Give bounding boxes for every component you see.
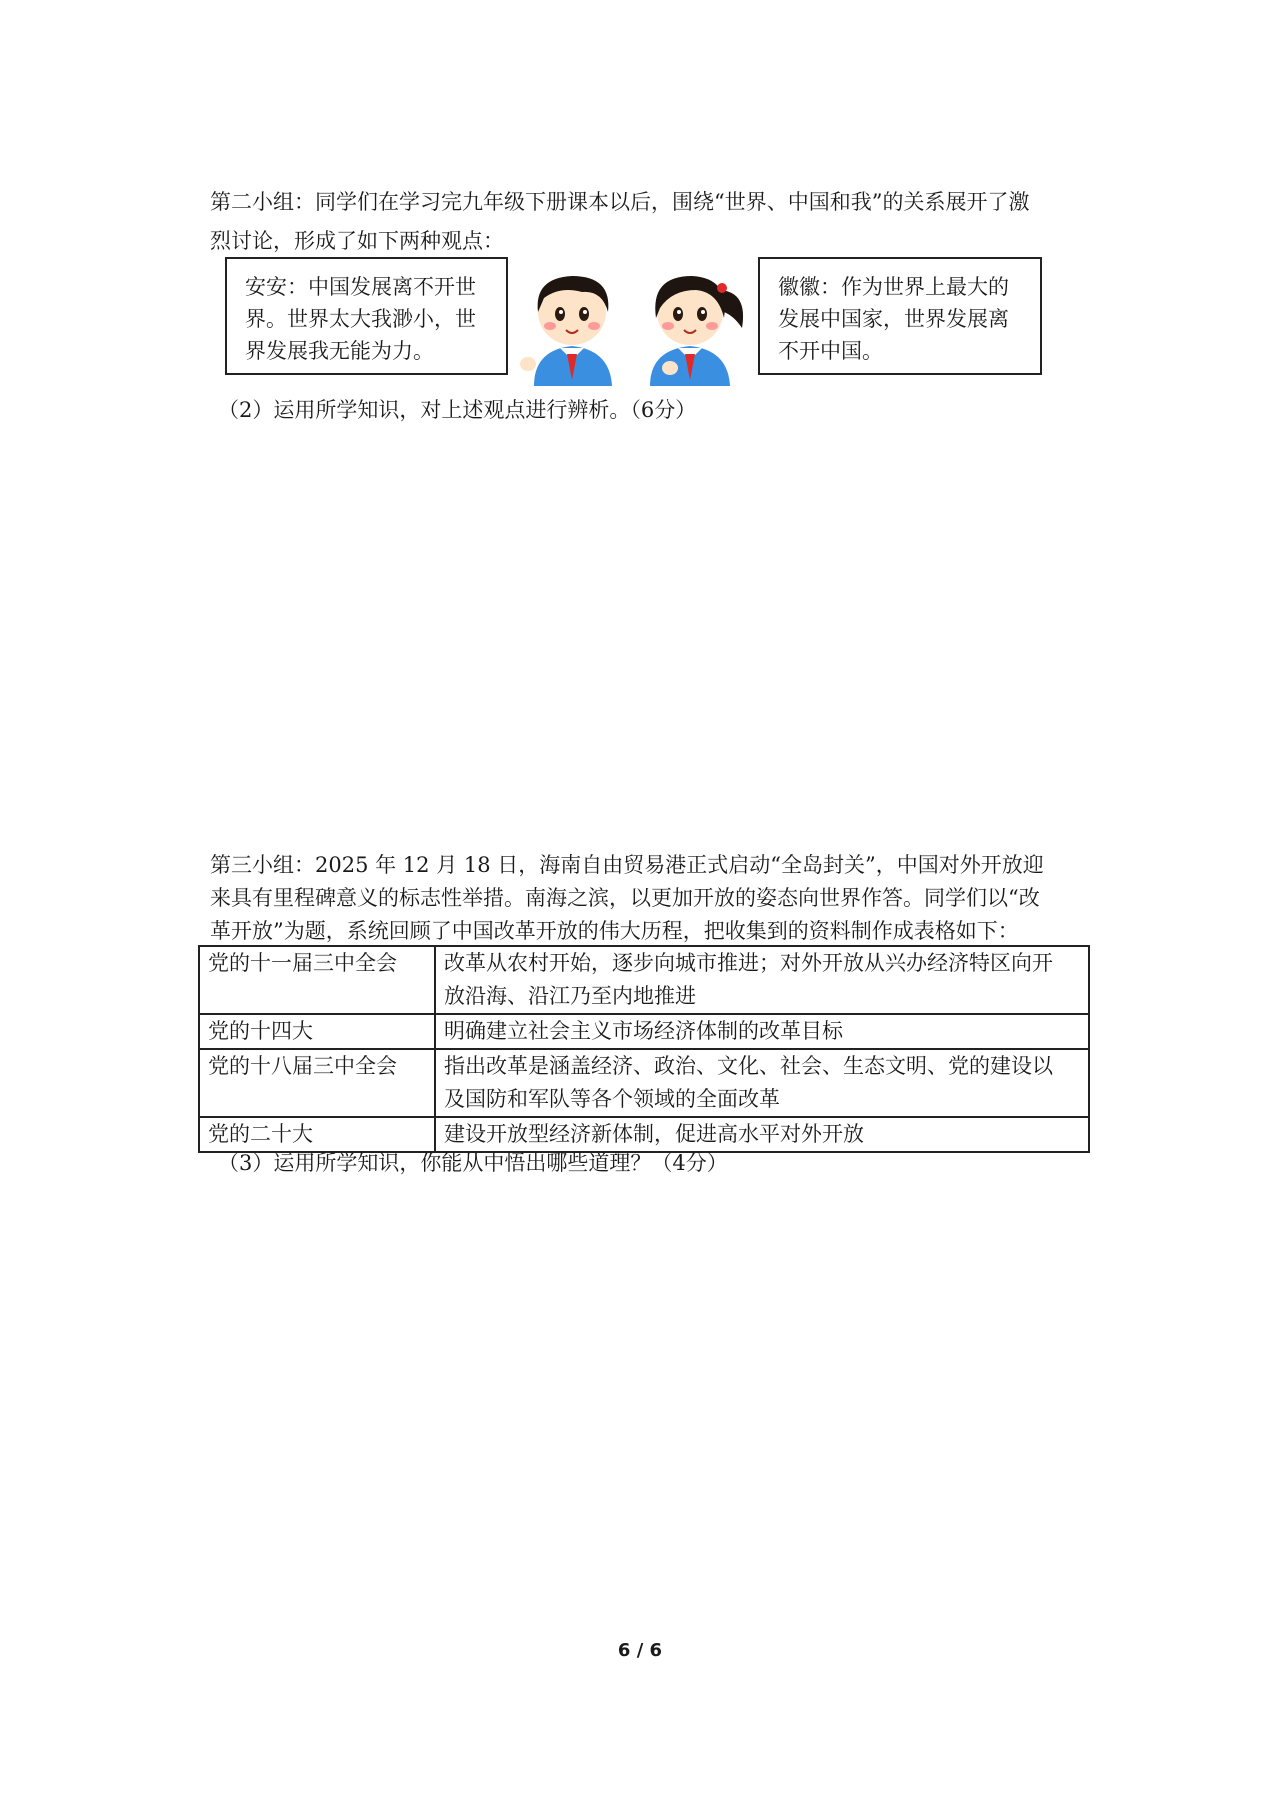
content-line: 明确建立社会主义市场经济体制的改革目标 bbox=[444, 1019, 843, 1043]
reform-history-table bbox=[198, 945, 1090, 1153]
girl-figure bbox=[650, 276, 743, 386]
anan-viewpoint-box bbox=[225, 257, 508, 375]
huihui-line: 不开中国。 bbox=[778, 339, 883, 363]
content-line: 放沿海、沿江乃至内地推进 bbox=[444, 984, 696, 1008]
meeting-cell: 党的十四大 bbox=[199, 1014, 435, 1049]
content-line: 改革从农村开始，逐步向城市推进；对外开放从兴办经济特区向开 bbox=[444, 951, 1053, 975]
huihui-line: 发展中国家，世界发展离 bbox=[778, 307, 1009, 331]
group3-intro-line: 第三小组：2025 年 12 月 18 日，海南自由贸易港正式启动“全岛封关”，中国对外开放迎 bbox=[210, 853, 1044, 877]
anan-line: 安安：中国发展离不开世 bbox=[245, 275, 476, 299]
huihui-viewpoint-box bbox=[758, 257, 1042, 375]
two-students-icon bbox=[520, 268, 752, 386]
page-number: 6 / 6 bbox=[617, 1640, 663, 1661]
question-2: （2）运用所学知识，对上述观点进行辨析。（6分） bbox=[218, 398, 697, 422]
group3-intro-line: 来具有里程碑意义的标志性举措。南海之滨，以更加开放的姿态向世界作答。同学们以“改 bbox=[210, 886, 1040, 910]
table-row bbox=[199, 1049, 1089, 1117]
meeting-cell: 党的十一届三中全会 bbox=[199, 946, 435, 1014]
content-line: 建设开放型经济新体制，促进高水平对外开放 bbox=[444, 1122, 864, 1146]
meeting-cell: 党的二十大 bbox=[199, 1117, 435, 1152]
meeting-cell: 党的十八届三中全会 bbox=[199, 1049, 435, 1117]
group2-intro-line2: 烈讨论，形成了如下两种观点： bbox=[210, 229, 504, 253]
anan-line: 界发展我无能为力。 bbox=[245, 339, 434, 363]
huihui-line: 徽徽：作为世界上最大的 bbox=[778, 275, 1009, 299]
question-3: （3）运用所学知识，你能从中悟出哪些道理？（4分） bbox=[218, 1151, 728, 1175]
boy-figure bbox=[520, 276, 612, 386]
anan-line: 界。世界太大我渺小，世 bbox=[245, 307, 476, 331]
table-row bbox=[199, 946, 1089, 1014]
content-cell bbox=[435, 946, 1089, 1014]
group3-intro-line: 革开放”为题，系统回顾了中国改革开放的伟大历程，把收集到的资料制作成表格如下： bbox=[210, 919, 1019, 943]
content-cell bbox=[435, 1049, 1089, 1117]
table-row bbox=[199, 1014, 1089, 1049]
content-line: 及国防和军队等各个领域的全面改革 bbox=[444, 1087, 780, 1111]
group2-intro-line1: 第二小组：同学们在学习完九年级下册课本以后，围绕“世界、中国和我”的关系展开了激 bbox=[210, 190, 1030, 214]
content-cell bbox=[435, 1014, 1089, 1049]
content-line: 指出改革是涵盖经济、政治、文化、社会、生态文明、党的建设以 bbox=[444, 1054, 1053, 1078]
